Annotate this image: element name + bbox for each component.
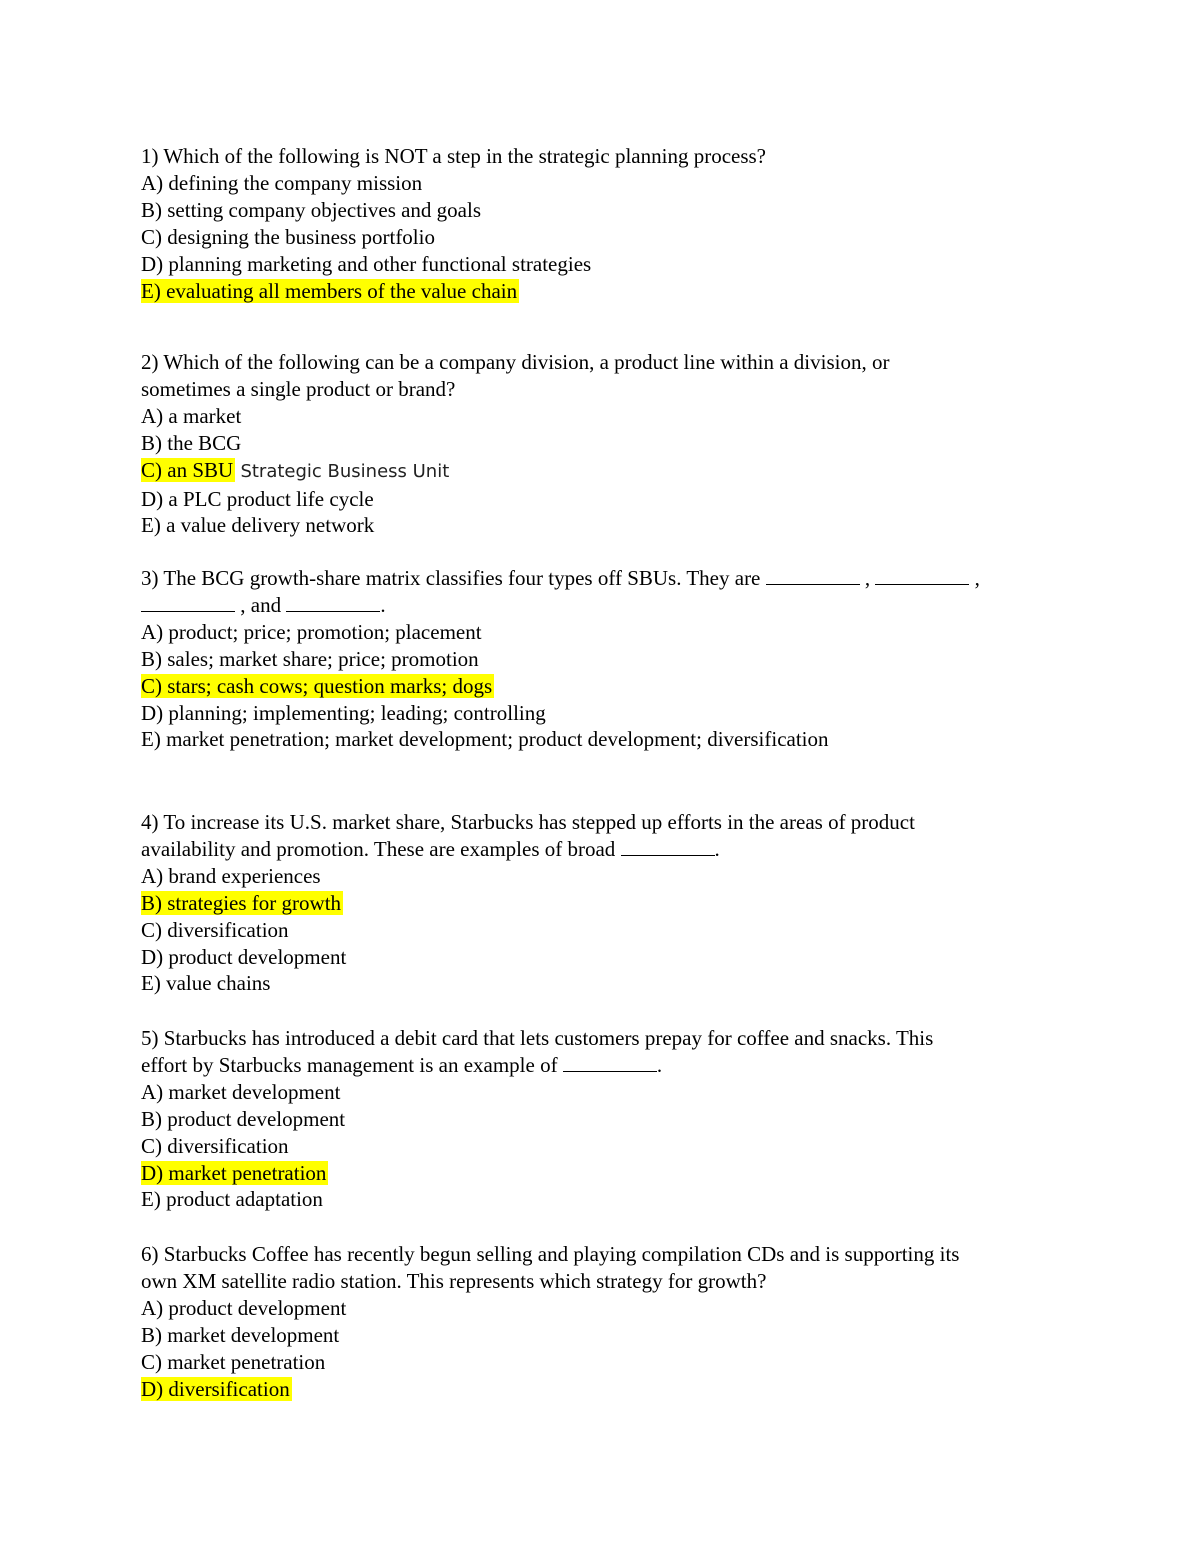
question-4-stem-text: availability and promotion. These are examples of broad xyxy=(141,836,616,861)
question-1-option-a: A) defining the company mission xyxy=(141,170,423,195)
question-3-stem-line-1: 3) The BCG growth-share matrix classifies four types off SBUs. They are , , xyxy=(141,566,980,590)
question-3-stem-text-2: , and xyxy=(240,592,282,617)
question-1-option-d: D) planning marketing and other functional strategies xyxy=(141,251,592,276)
answer-blank xyxy=(286,593,380,612)
question-6-highlighted-answer: D) diversification xyxy=(141,1376,290,1401)
question-5-stem-line-2: effort by Starbucks management is an example of . xyxy=(141,1052,663,1077)
question-5-stem-line-1: 5) Starbucks has introduced a debit card that lets customers prepay for coffee and snacks. This xyxy=(141,1026,934,1050)
question-4-highlighted-answer: B) strategies for growth xyxy=(141,890,342,915)
question-5-option-a: A) market development xyxy=(141,1079,341,1104)
question-5-option-c: C) diversification xyxy=(141,1133,289,1158)
question-6-option-a: A) product development xyxy=(141,1295,347,1320)
answer-blank xyxy=(563,1053,657,1072)
question-4-option-d: D) product development xyxy=(141,944,347,969)
question-3-option-b: B) sales; market share; price; promotion xyxy=(141,646,479,671)
question-1-option-b: B) setting company objectives and goals xyxy=(141,197,482,222)
question-1-option-c: C) designing the business portfolio xyxy=(141,224,435,249)
question-4-stem-line-2: availability and promotion. These are examples of broad . xyxy=(141,836,720,861)
question-3-highlighted-answer: C) stars; cash cows; question marks; dogs xyxy=(141,673,493,698)
question-5-highlighted-answer: D) market penetration xyxy=(141,1160,327,1185)
question-1-stem: 1) Which of the following is NOT a step in the strategic planning process? xyxy=(141,144,766,168)
question-2-highlighted-answer: C) an SBU xyxy=(141,457,234,482)
question-2-answer-note: Strategic Business Unit xyxy=(240,460,450,482)
question-5 xyxy=(141,1025,1081,1213)
question-6-stem-line-1: 6) Starbucks Coffee has recently begun selling and playing compilation CDs and is supporting its xyxy=(141,1242,960,1266)
question-4-option-c: C) diversification xyxy=(141,917,289,942)
question-3-option-e: E) market penetration; market development; product development; diversification xyxy=(141,727,829,752)
question-4 xyxy=(141,809,1081,997)
question-3-option-a: A) product; price; promotion; placement xyxy=(141,619,482,644)
question-4-option-e: E) value chains xyxy=(141,971,271,996)
question-4-option-a: A) brand experiences xyxy=(141,863,321,888)
question-2-stem-line-1: 2) Which of the following can be a company division, a product line within a division, or xyxy=(141,350,890,374)
answer-blank xyxy=(766,566,860,585)
question-6-option-b: B) market development xyxy=(141,1322,340,1347)
question-2-option-d: D) a PLC product life cycle xyxy=(141,486,374,511)
question-1 xyxy=(141,143,1081,304)
question-4-stem-line-1: 4) To increase its U.S. market share, Starbucks has stepped up efforts in the areas of product xyxy=(141,810,915,834)
answer-blank xyxy=(875,566,969,585)
question-3-stem-line-2: , and . xyxy=(141,592,1081,619)
question-2-option-a: A) a market xyxy=(141,403,242,428)
answer-blank xyxy=(621,837,715,856)
question-1-highlighted-answer: E) evaluating all members of the value chain xyxy=(141,278,518,303)
question-3-stem-text: 3) The BCG growth-share matrix classifies four types off SBUs. They are xyxy=(141,566,761,590)
question-5-stem-text: effort by Starbucks management is an example of xyxy=(141,1052,558,1077)
question-5-option-b: B) product development xyxy=(141,1106,346,1131)
question-6-option-c: C) market penetration xyxy=(141,1349,326,1374)
question-2-option-b: B) the BCG xyxy=(141,430,242,455)
question-2-stem-line-2: sometimes a single product or brand? xyxy=(141,376,456,401)
answer-blank xyxy=(141,593,235,612)
question-2-option-e: E) a value delivery network xyxy=(141,513,375,538)
question-6-stem-line-2: own XM satellite radio station. This represents which strategy for growth? xyxy=(141,1268,767,1293)
question-3 xyxy=(141,565,1081,753)
question-2 xyxy=(141,349,1081,539)
question-6 xyxy=(141,1241,1081,1402)
question-3-option-d: D) planning; implementing; leading; controlling xyxy=(141,700,546,725)
question-5-option-e: E) product adaptation xyxy=(141,1187,323,1212)
